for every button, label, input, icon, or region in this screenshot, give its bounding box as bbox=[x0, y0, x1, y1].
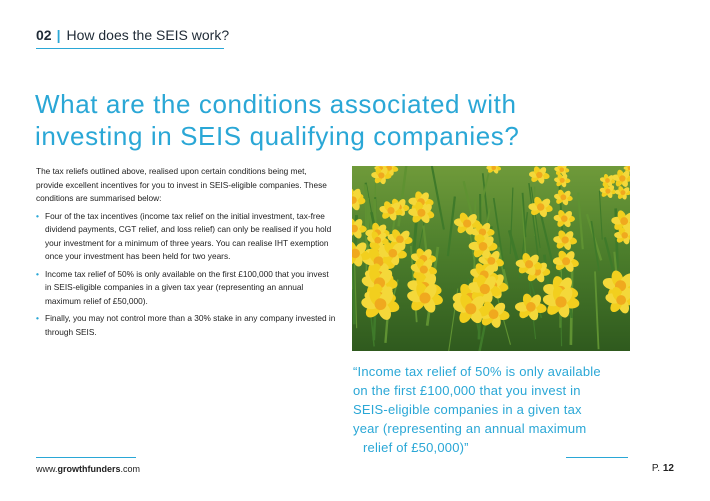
quote-line: year (representing an annual maximum bbox=[353, 421, 587, 436]
url-suffix: .com bbox=[120, 464, 141, 474]
footer-divider bbox=[36, 457, 136, 458]
intro-paragraph: The tax reliefs outlined above, realised upon certain conditions being met, provide excellent incentives for you to invest in SEIS-eligible companies. These conditions are summarised below: bbox=[36, 166, 327, 203]
page-title bbox=[35, 88, 685, 152]
website-link[interactable] bbox=[36, 464, 140, 474]
list-item-text: Four of the tax incentives (income tax relief on the initial investment, tax-free dividend payments, CGT relief, and loss relief) can only be realised if you hold your investment for a minimum of three years. You can realise IHT exemption once your investment has been held for two years. bbox=[45, 210, 332, 261]
header-separator: | bbox=[56, 27, 61, 43]
page-number-value: 12 bbox=[662, 463, 674, 474]
bullet-icon: • bbox=[36, 210, 39, 221]
url-brand: growthfunders bbox=[57, 464, 121, 474]
list-item-text: Finally, you may not control more than a 30% stake in any company invested in through SEIS. bbox=[45, 313, 336, 337]
quote-divider bbox=[566, 457, 628, 458]
list-item bbox=[36, 268, 336, 309]
page-number bbox=[652, 463, 674, 474]
section-header bbox=[36, 27, 229, 43]
bullet-icon: • bbox=[36, 268, 39, 279]
header-divider bbox=[36, 48, 224, 49]
quote-line: “Income tax relief of 50% is only available bbox=[353, 364, 601, 379]
body-text bbox=[36, 165, 336, 343]
list-item bbox=[36, 312, 336, 339]
quote-line: relief of £50,000)” bbox=[363, 440, 469, 455]
list-item-text: Income tax relief of 50% is only available on the first £100,000 that you invest in SEIS-eligible companies in a given tax year (representing an annual maximum relief of £50,000). bbox=[45, 268, 329, 306]
section-title: How does the SEIS work? bbox=[66, 27, 230, 43]
section-number: 02 bbox=[36, 27, 52, 43]
daffodils-photo bbox=[352, 166, 630, 351]
page-title-line-2: investing in SEIS qualifying companies? bbox=[35, 121, 520, 151]
page-title-line-1: What are the conditions associated with bbox=[35, 89, 517, 119]
conditions-list bbox=[36, 210, 336, 340]
url-prefix: www. bbox=[36, 464, 58, 474]
pull-quote bbox=[353, 362, 653, 457]
quote-line: SEIS-eligible companies in a given tax bbox=[353, 402, 582, 417]
list-item bbox=[36, 210, 336, 264]
page-prefix: P. bbox=[651, 463, 661, 474]
quote-line: on the first £100,000 that you invest in bbox=[353, 383, 581, 398]
bullet-icon: • bbox=[36, 313, 39, 323]
daffodils-image bbox=[352, 166, 630, 351]
